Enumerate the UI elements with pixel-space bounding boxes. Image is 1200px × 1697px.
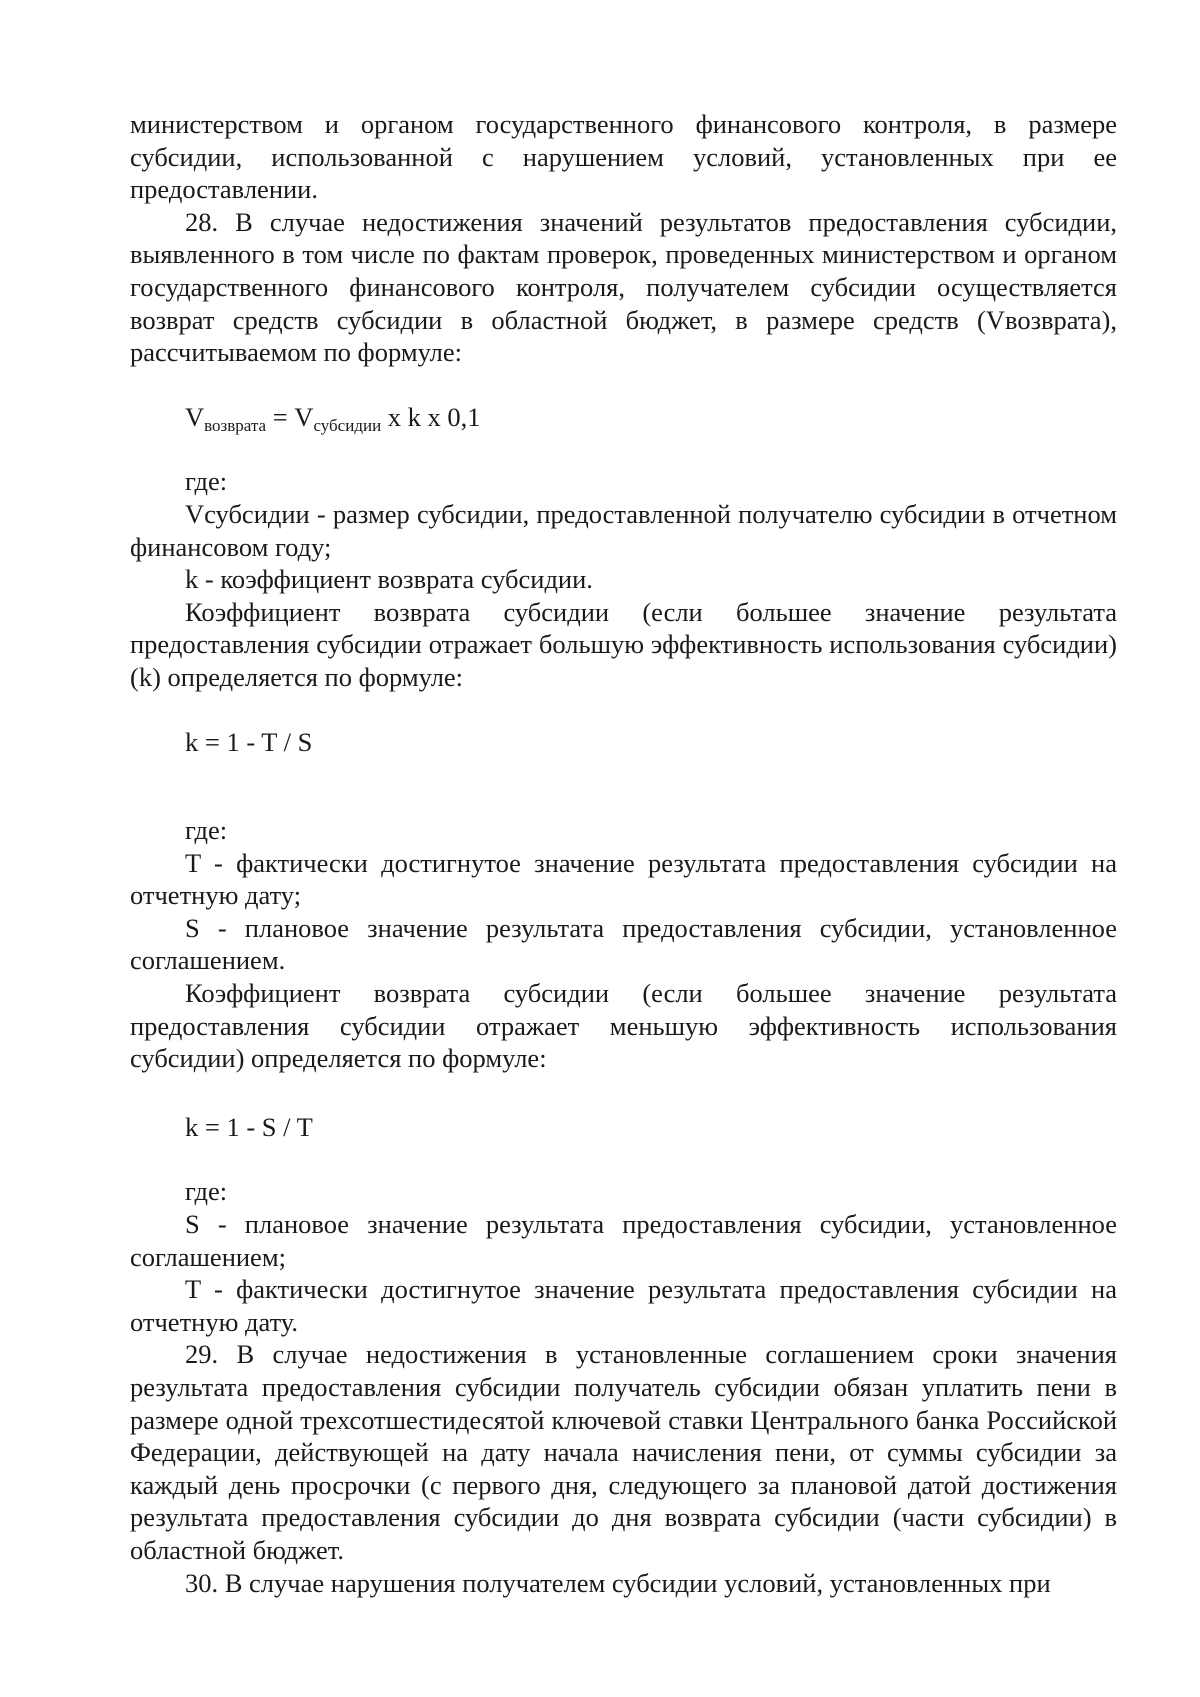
definition-t: T - фактически достигнутое значение результата предоставления субсидии на отчетную дату. — [130, 1274, 1117, 1337]
formula-k-s-over-t: k = 1 - S / T — [185, 1111, 313, 1142]
definition-t: T - фактически достигнутое значение результата предоставления субсидии на отчетную дату; — [130, 847, 1117, 911]
formula-k-t-over-s: k = 1 - T / S — [185, 726, 313, 757]
paragraph-30: 30. В случае нарушения получателем субсидии условий, установленных при — [185, 1567, 1051, 1598]
where-label: где: — [185, 466, 228, 497]
paragraph-intro: министерством и органом государственного финансового контроля, в размере субсидии, использованной с нарушением условий, установленных при ее предоставлении. — [130, 109, 1117, 205]
definition-k: k - коэффициент возврата субсидии. — [185, 564, 593, 595]
where-label: где: — [185, 1176, 228, 1207]
paragraph-coefficient-2: Коэффициент возврата субсидии (если большее значение результата предоставления субсидии отражает меньшую эффективность использования субсидии) определяется по формуле: — [130, 978, 1117, 1074]
definition-s: S - плановое значение результата предоставления субсидии, установленное соглашением. — [130, 912, 1117, 976]
paragraph-28: 28. В случае недостижения значений результатов предоставления субсидии, выявленного в том числе по фактам проверок, проведенных министерством и органом государственного финансового контроля, получателем субсидии осуществляется возврат средств субсидии в областной бюджет, в размере средств (Vвозврата), рассчитываемом по формуле: — [130, 206, 1117, 368]
where-label: где: — [185, 815, 228, 846]
definition-vsubsidy: Vсубсидии - размер субсидии, предоставленной получателю субсидии в отчетном финансовом году; — [130, 498, 1117, 562]
document-page — [130, 108, 1117, 1599]
formula-return-volume: $V_{возврата} = V_{субсидии}$ x k x 0,1 — [185, 401, 481, 435]
paragraph-29: 29. В случае недостижения в установленные соглашением сроки значения результата предоставления субсидии получатель субсидии обязан уплатить пени в размере одной трехсотшестидесятой ключевой ставки Центрального банка Российской Федерации, действующей на дату начала начисления пени, от суммы субсидии за каждый день просрочки (с первого дня, следующего за плановой датой достижения результата предоставления субсидии до дня возврата субсидии (части субсидии) в областной бюджет. — [130, 1339, 1117, 1565]
definition-s: S - плановое значение результата предоставления субсидии, установленное соглашением; — [130, 1209, 1117, 1272]
paragraph-coefficient-1: Коэффициент возврата субсидии (если большее значение результата предоставления субсидии отражает большую эффективность использования субсидии) (k) определяется по формуле: — [130, 596, 1117, 692]
